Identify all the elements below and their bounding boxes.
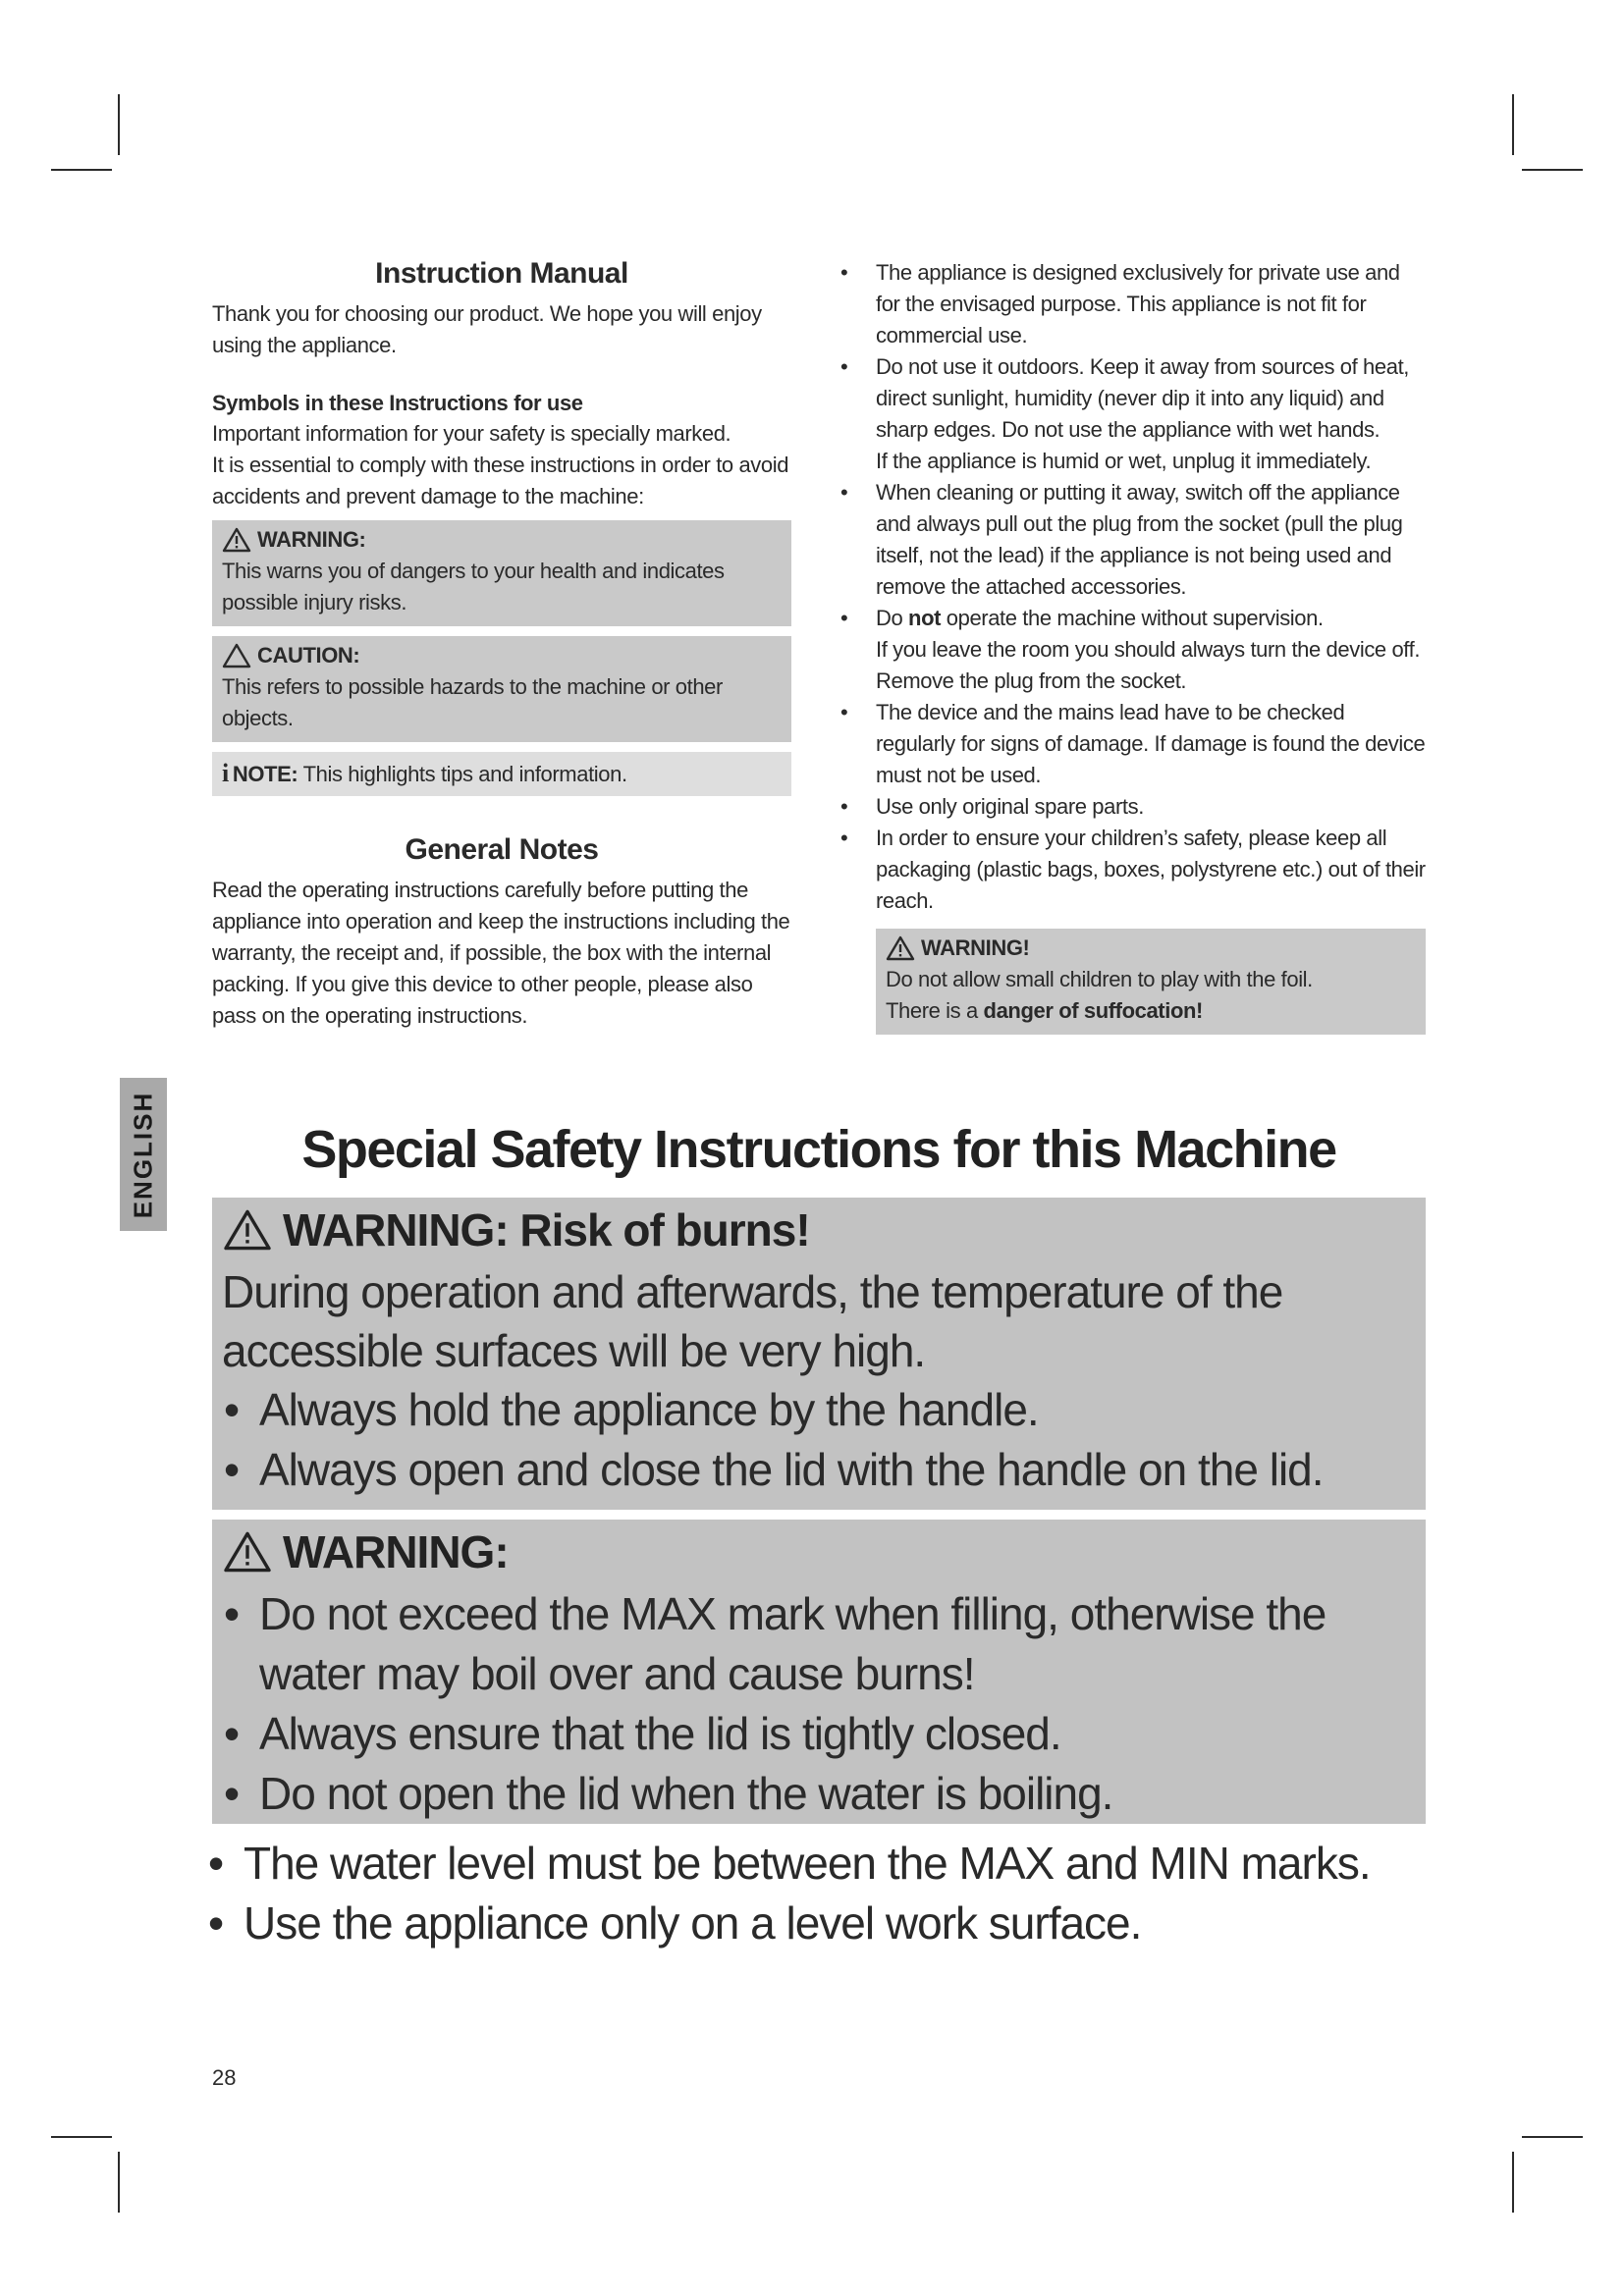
burns-warning-title: WARNING: Risk of burns!	[283, 1204, 810, 1255]
symbols-text-2: It is essential to comply with these instructions in order to avoid accidents and prevent damage to the machine:	[212, 453, 789, 508]
foil-warning-text-1: Do not allow small children to play with the foil.	[886, 967, 1313, 991]
warning-legend-title: WARNING:	[257, 527, 366, 552]
caution-legend-title: CAUTION:	[257, 643, 360, 667]
note-legend-title: NOTE:	[232, 762, 298, 786]
general-instructions	[206, 1834, 1424, 1953]
warning-triangle-icon	[886, 935, 915, 961]
warning-legend-box	[212, 520, 791, 626]
foil-warning-box	[876, 929, 1426, 1035]
foil-warning-text-2: There is a danger of suffocation!	[886, 998, 1203, 1023]
note-legend-box	[212, 752, 791, 796]
general-notes-text: Read the operating instructions carefully before putting the appliance into operation and keep the instructions including the warranty, the receipt and, if possible, the box with the internal packing. If you give this device to other people, please also pass on the operating instructions.	[212, 878, 790, 1028]
list-item: • Do not open the lid when the water is boiling.	[222, 1764, 1426, 1824]
instruction-manual-title: Instruction Manual	[375, 257, 628, 290]
right-column	[837, 257, 1426, 1035]
crop-mark-bottom-left-h	[51, 2136, 112, 2138]
list-item: • Do not exceed the MAX mark when filling, otherwise the water may boil over and cause burns!	[222, 1584, 1426, 1704]
symbols-text-1: Important information for your safety is specially marked.	[212, 421, 731, 446]
crop-mark-bottom-right-v	[1512, 2152, 1514, 2213]
list-item: • Use the appliance only on a level work surface.	[206, 1894, 1424, 1953]
list-item: • Always open and close the lid with the handle on the lid.	[222, 1440, 1426, 1500]
caution-legend-box	[212, 636, 791, 742]
intro-text: Thank you for choosing our product. We hope you will enjoy using the appliance.	[212, 301, 762, 357]
left-column	[212, 257, 791, 1032]
list-item: • The device and the mains lead have to be checked regularly for signs of damage. If damage is found the device must not be used.	[837, 697, 1426, 791]
info-icon: i	[222, 759, 229, 787]
foil-warning-title: WARNING!	[921, 935, 1030, 960]
list-item: • The appliance is designed exclusively for private use and for the envisaged purpose. This appliance is not fit for commercial use.	[837, 257, 1426, 351]
general-notes-title: General Notes	[405, 833, 599, 866]
list-item: • Always ensure that the lid is tightly closed.	[222, 1704, 1426, 1764]
burns-bullet-list	[222, 1380, 1426, 1500]
boiling-warning-box	[212, 1520, 1426, 1824]
list-item: • The water level must be between the MAX and MIN marks.	[206, 1834, 1424, 1894]
warning-triangle-icon	[222, 527, 251, 553]
burns-warning-text: During operation and afterwards, the temperature of the accessible surfaces will be very high.	[222, 1266, 1283, 1376]
list-item: • Always hold the appliance by the handle.	[222, 1380, 1426, 1440]
general-bullet-list	[206, 1834, 1424, 1953]
warning-legend-text: This warns you of dangers to your health and indicates possible injury risks.	[222, 559, 725, 614]
special-safety-title: Special Safety Instructions for this Machine	[301, 1120, 1336, 1179]
crop-mark-bottom-right-h	[1522, 2136, 1583, 2138]
crop-mark-top-left-v	[118, 94, 120, 155]
list-item: • Do not operate the machine without supervision. If you leave the room you should always turn the device off. Remove the plug from the socket.	[837, 603, 1426, 697]
crop-mark-bottom-left-v	[118, 2152, 120, 2213]
warning-triangle-icon	[222, 1530, 273, 1574]
page-number: 28	[212, 2065, 237, 2090]
list-item: • Use only original spare parts.	[837, 791, 1426, 823]
burns-warning-box	[212, 1198, 1426, 1510]
note-legend-text: This highlights tips and information.	[302, 762, 627, 786]
language-tab-label: ENGLISH	[128, 1091, 158, 1218]
symbols-heading: Symbols in these Instructions for use	[212, 391, 583, 415]
list-item: • In order to ensure your children’s safety, please keep all packaging (plastic bags, boxes, polystyrene etc.) out of their reach.	[837, 823, 1426, 917]
boiling-warning-title: WARNING:	[283, 1526, 509, 1577]
warning-triangle-icon	[222, 1208, 273, 1252]
crop-mark-top-right-h	[1522, 169, 1583, 171]
boiling-bullet-list	[222, 1584, 1426, 1824]
caution-legend-text: This refers to possible hazards to the machine or other objects.	[222, 674, 723, 730]
list-item: • When cleaning or putting it away, switch off the appliance and always pull out the plug from the socket (pull the plug itself, not the lead) if the appliance is not being used and remove the attached accessories.	[837, 477, 1426, 603]
crop-mark-top-right-v	[1512, 94, 1514, 155]
crop-mark-top-left-h	[51, 169, 112, 171]
caution-triangle-icon	[222, 643, 251, 668]
language-tab	[120, 1078, 167, 1231]
safety-bullet-list	[837, 257, 1426, 917]
list-item: • Do not use it outdoors. Keep it away from sources of heat, direct sunlight, humidity (never dip it into any liquid) and sharp edges. Do not use the appliance with wet hands. If the appliance is humid or wet, unplug it immediately.	[837, 351, 1426, 477]
